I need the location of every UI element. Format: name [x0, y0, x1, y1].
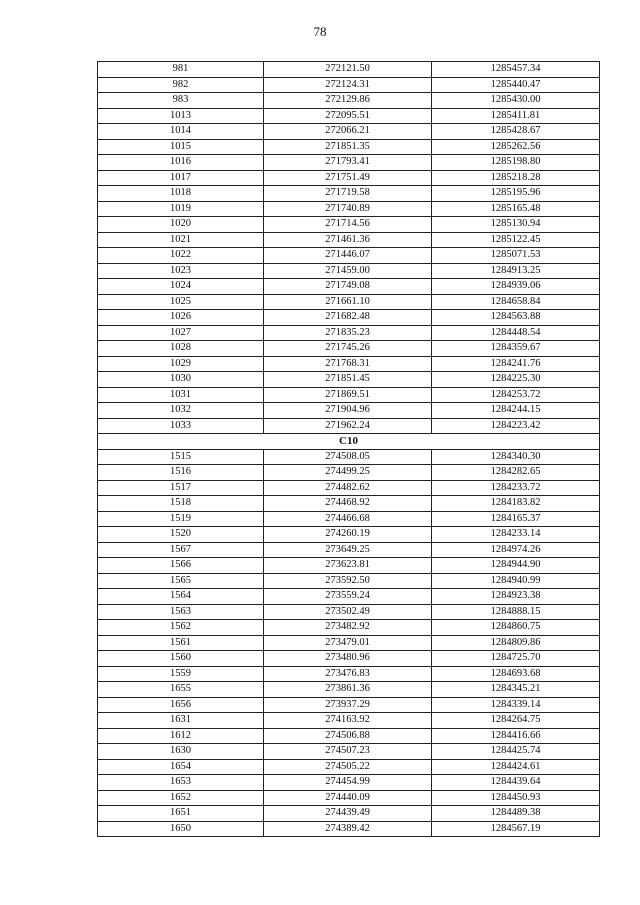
point-number-cell: 1651 — [98, 806, 264, 822]
y-coordinate-cell: 1285071.53 — [432, 248, 600, 264]
table-row — [98, 372, 600, 388]
y-coordinate-cell: 1284282.65 — [432, 465, 600, 481]
x-coordinate-cell: 274439.49 — [264, 806, 432, 822]
x-coordinate-cell: 271740.89 — [264, 201, 432, 217]
point-number-cell: 1566 — [98, 558, 264, 574]
x-coordinate-cell: 271793.41 — [264, 155, 432, 171]
table-row — [98, 139, 600, 155]
table-row — [98, 170, 600, 186]
point-number-cell: 1515 — [98, 449, 264, 465]
x-coordinate-cell: 271714.56 — [264, 217, 432, 233]
point-number-cell: 1561 — [98, 635, 264, 651]
y-coordinate-cell: 1284489.38 — [432, 806, 600, 822]
point-number-cell: 1519 — [98, 511, 264, 527]
table-row — [98, 186, 600, 202]
point-number-cell: 1030 — [98, 372, 264, 388]
table-row — [98, 682, 600, 698]
x-coordinate-cell: 271851.45 — [264, 372, 432, 388]
table-row — [98, 635, 600, 651]
x-coordinate-cell: 274440.09 — [264, 790, 432, 806]
table-row — [98, 496, 600, 512]
y-coordinate-cell: 1284913.25 — [432, 263, 600, 279]
table-row — [98, 821, 600, 837]
table-row — [98, 806, 600, 822]
y-coordinate-cell: 1284359.67 — [432, 341, 600, 357]
y-coordinate-cell: 1285165.48 — [432, 201, 600, 217]
table-row — [98, 62, 600, 78]
y-coordinate-cell: 1284563.88 — [432, 310, 600, 326]
coordinates-table — [97, 61, 600, 837]
y-coordinate-cell: 1284339.14 — [432, 697, 600, 713]
y-coordinate-cell: 1284923.38 — [432, 589, 600, 605]
table-row — [98, 573, 600, 589]
table-row — [98, 201, 600, 217]
y-coordinate-cell: 1284725.70 — [432, 651, 600, 667]
y-coordinate-cell: 1285440.47 — [432, 77, 600, 93]
point-number-cell: 1024 — [98, 279, 264, 295]
point-number-cell: 1517 — [98, 480, 264, 496]
point-number-cell: 1656 — [98, 697, 264, 713]
x-coordinate-cell: 271446.07 — [264, 248, 432, 264]
y-coordinate-cell: 1284416.66 — [432, 728, 600, 744]
table-row — [98, 356, 600, 372]
table-row — [98, 124, 600, 140]
table-row — [98, 93, 600, 109]
table-row — [98, 511, 600, 527]
point-number-cell: 1567 — [98, 542, 264, 558]
point-number-cell: 1631 — [98, 713, 264, 729]
point-number-cell: 1028 — [98, 341, 264, 357]
y-coordinate-cell: 1284233.14 — [432, 527, 600, 543]
table-row — [98, 325, 600, 341]
table-row — [98, 108, 600, 124]
table-row — [98, 77, 600, 93]
x-coordinate-cell: 273861.36 — [264, 682, 432, 698]
y-coordinate-cell: 1284888.15 — [432, 604, 600, 620]
y-coordinate-cell: 1284940.99 — [432, 573, 600, 589]
x-coordinate-cell: 271751.49 — [264, 170, 432, 186]
x-coordinate-cell: 274389.42 — [264, 821, 432, 837]
point-number-cell: 1612 — [98, 728, 264, 744]
x-coordinate-cell: 272121.50 — [264, 62, 432, 78]
y-coordinate-cell: 1285262.56 — [432, 139, 600, 155]
y-coordinate-cell: 1284244.15 — [432, 403, 600, 419]
table-row — [98, 744, 600, 760]
point-number-cell: 1027 — [98, 325, 264, 341]
table-row — [98, 589, 600, 605]
table-row — [98, 558, 600, 574]
point-number-cell: 1654 — [98, 759, 264, 775]
point-number-cell: 1020 — [98, 217, 264, 233]
table-row — [98, 403, 600, 419]
table-row — [98, 620, 600, 636]
page-number: 78 — [313, 24, 327, 39]
table-row — [98, 232, 600, 248]
y-coordinate-cell: 1284345.21 — [432, 682, 600, 698]
y-coordinate-cell: 1284253.72 — [432, 387, 600, 403]
x-coordinate-cell: 274499.25 — [264, 465, 432, 481]
y-coordinate-cell: 1284658.84 — [432, 294, 600, 310]
section-header-row — [98, 434, 600, 450]
x-coordinate-cell: 271768.31 — [264, 356, 432, 372]
table-row — [98, 651, 600, 667]
x-coordinate-cell: 272129.86 — [264, 93, 432, 109]
x-coordinate-cell: 274508.05 — [264, 449, 432, 465]
point-number-cell: 1559 — [98, 666, 264, 682]
point-number-cell: 1014 — [98, 124, 264, 140]
y-coordinate-cell: 1285122.45 — [432, 232, 600, 248]
x-coordinate-cell: 273482.92 — [264, 620, 432, 636]
x-coordinate-cell: 271459.00 — [264, 263, 432, 279]
point-number-cell: 1031 — [98, 387, 264, 403]
table-row — [98, 387, 600, 403]
point-number-cell: 1013 — [98, 108, 264, 124]
y-coordinate-cell: 1284183.82 — [432, 496, 600, 512]
point-number-cell: 1653 — [98, 775, 264, 791]
y-coordinate-cell: 1284809.86 — [432, 635, 600, 651]
y-coordinate-cell: 1284340.30 — [432, 449, 600, 465]
table-row — [98, 418, 600, 434]
x-coordinate-cell: 273623.81 — [264, 558, 432, 574]
x-coordinate-cell: 273592.50 — [264, 573, 432, 589]
x-coordinate-cell: 273502.49 — [264, 604, 432, 620]
point-number-cell: 1560 — [98, 651, 264, 667]
x-coordinate-cell: 274482.62 — [264, 480, 432, 496]
y-coordinate-cell: 1284439.64 — [432, 775, 600, 791]
table-row — [98, 728, 600, 744]
x-coordinate-cell: 274468.92 — [264, 496, 432, 512]
table-row — [98, 449, 600, 465]
y-coordinate-cell: 1285130.94 — [432, 217, 600, 233]
y-coordinate-cell: 1284223.42 — [432, 418, 600, 434]
y-coordinate-cell: 1285218.28 — [432, 170, 600, 186]
x-coordinate-cell: 271745.26 — [264, 341, 432, 357]
point-number-cell: 1022 — [98, 248, 264, 264]
y-coordinate-cell: 1284860.75 — [432, 620, 600, 636]
table-row — [98, 155, 600, 171]
table-row — [98, 310, 600, 326]
x-coordinate-cell: 274506.88 — [264, 728, 432, 744]
x-coordinate-cell: 271719.58 — [264, 186, 432, 202]
table-row — [98, 480, 600, 496]
y-coordinate-cell: 1284944.90 — [432, 558, 600, 574]
table-row — [98, 542, 600, 558]
table-row — [98, 248, 600, 264]
x-coordinate-cell: 271835.23 — [264, 325, 432, 341]
x-coordinate-cell: 271682.48 — [264, 310, 432, 326]
y-coordinate-cell: 1284939.06 — [432, 279, 600, 295]
x-coordinate-cell: 274260.19 — [264, 527, 432, 543]
table-row — [98, 790, 600, 806]
x-coordinate-cell: 273479.01 — [264, 635, 432, 651]
x-coordinate-cell: 274466.68 — [264, 511, 432, 527]
table-row — [98, 759, 600, 775]
x-coordinate-cell: 274454.99 — [264, 775, 432, 791]
point-number-cell: 1026 — [98, 310, 264, 326]
point-number-cell: 1565 — [98, 573, 264, 589]
point-number-cell: 1015 — [98, 139, 264, 155]
y-coordinate-cell: 1285430.00 — [432, 93, 600, 109]
x-coordinate-cell: 271851.35 — [264, 139, 432, 155]
x-coordinate-cell: 273937.29 — [264, 697, 432, 713]
y-coordinate-cell: 1284165.37 — [432, 511, 600, 527]
y-coordinate-cell: 1284450.93 — [432, 790, 600, 806]
x-coordinate-cell: 273476.83 — [264, 666, 432, 682]
point-number-cell: 1516 — [98, 465, 264, 481]
table-row — [98, 465, 600, 481]
x-coordinate-cell: 271869.51 — [264, 387, 432, 403]
point-number-cell: 1650 — [98, 821, 264, 837]
table-row — [98, 666, 600, 682]
x-coordinate-cell: 273649.25 — [264, 542, 432, 558]
point-number-cell: 983 — [98, 93, 264, 109]
y-coordinate-cell: 1284424.61 — [432, 759, 600, 775]
point-number-cell: 1630 — [98, 744, 264, 760]
point-number-cell: 1563 — [98, 604, 264, 620]
y-coordinate-cell: 1284974.26 — [432, 542, 600, 558]
point-number-cell: 1520 — [98, 527, 264, 543]
point-number-cell: 1023 — [98, 263, 264, 279]
point-number-cell: 1019 — [98, 201, 264, 217]
x-coordinate-cell: 274163.92 — [264, 713, 432, 729]
table-row — [98, 217, 600, 233]
table-row — [98, 604, 600, 620]
y-coordinate-cell: 1284264.75 — [432, 713, 600, 729]
table-row — [98, 775, 600, 791]
x-coordinate-cell: 271661.10 — [264, 294, 432, 310]
x-coordinate-cell: 272124.31 — [264, 77, 432, 93]
table-row — [98, 697, 600, 713]
point-number-cell: 1029 — [98, 356, 264, 372]
y-coordinate-cell: 1284233.72 — [432, 480, 600, 496]
point-number-cell: 982 — [98, 77, 264, 93]
point-number-cell: 1016 — [98, 155, 264, 171]
point-number-cell: 1018 — [98, 186, 264, 202]
point-number-cell: 1033 — [98, 418, 264, 434]
y-coordinate-cell: 1284448.54 — [432, 325, 600, 341]
y-coordinate-cell: 1285428.67 — [432, 124, 600, 140]
x-coordinate-cell: 274507.23 — [264, 744, 432, 760]
y-coordinate-cell: 1284567.19 — [432, 821, 600, 837]
y-coordinate-cell: 1285411.81 — [432, 108, 600, 124]
y-coordinate-cell: 1284241.76 — [432, 356, 600, 372]
x-coordinate-cell: 272066.21 — [264, 124, 432, 140]
point-number-cell: 1032 — [98, 403, 264, 419]
x-coordinate-cell: 271461.36 — [264, 232, 432, 248]
x-coordinate-cell: 271749.08 — [264, 279, 432, 295]
table-row — [98, 263, 600, 279]
point-number-cell: 1017 — [98, 170, 264, 186]
x-coordinate-cell: 271904.96 — [264, 403, 432, 419]
y-coordinate-cell: 1285195.96 — [432, 186, 600, 202]
x-coordinate-cell: 273480.96 — [264, 651, 432, 667]
x-coordinate-cell: 274505.22 — [264, 759, 432, 775]
point-number-cell: 1652 — [98, 790, 264, 806]
point-number-cell: 1025 — [98, 294, 264, 310]
point-number-cell: 1564 — [98, 589, 264, 605]
point-number-cell: 1655 — [98, 682, 264, 698]
point-number-cell: 981 — [98, 62, 264, 78]
table-row — [98, 341, 600, 357]
x-coordinate-cell: 273559.24 — [264, 589, 432, 605]
point-number-cell: 1562 — [98, 620, 264, 636]
table-row — [98, 713, 600, 729]
point-number-cell: 1518 — [98, 496, 264, 512]
x-coordinate-cell: 271962.24 — [264, 418, 432, 434]
coordinates-table-body — [98, 62, 600, 837]
table-row — [98, 279, 600, 295]
point-number-cell: 1021 — [98, 232, 264, 248]
section-header: C10 — [98, 434, 600, 450]
table-row — [98, 294, 600, 310]
table-row — [98, 527, 600, 543]
y-coordinate-cell: 1284425.74 — [432, 744, 600, 760]
y-coordinate-cell: 1285198.80 — [432, 155, 600, 171]
y-coordinate-cell: 1285457.34 — [432, 62, 600, 78]
x-coordinate-cell: 272095.51 — [264, 108, 432, 124]
y-coordinate-cell: 1284225.30 — [432, 372, 600, 388]
y-coordinate-cell: 1284693.68 — [432, 666, 600, 682]
